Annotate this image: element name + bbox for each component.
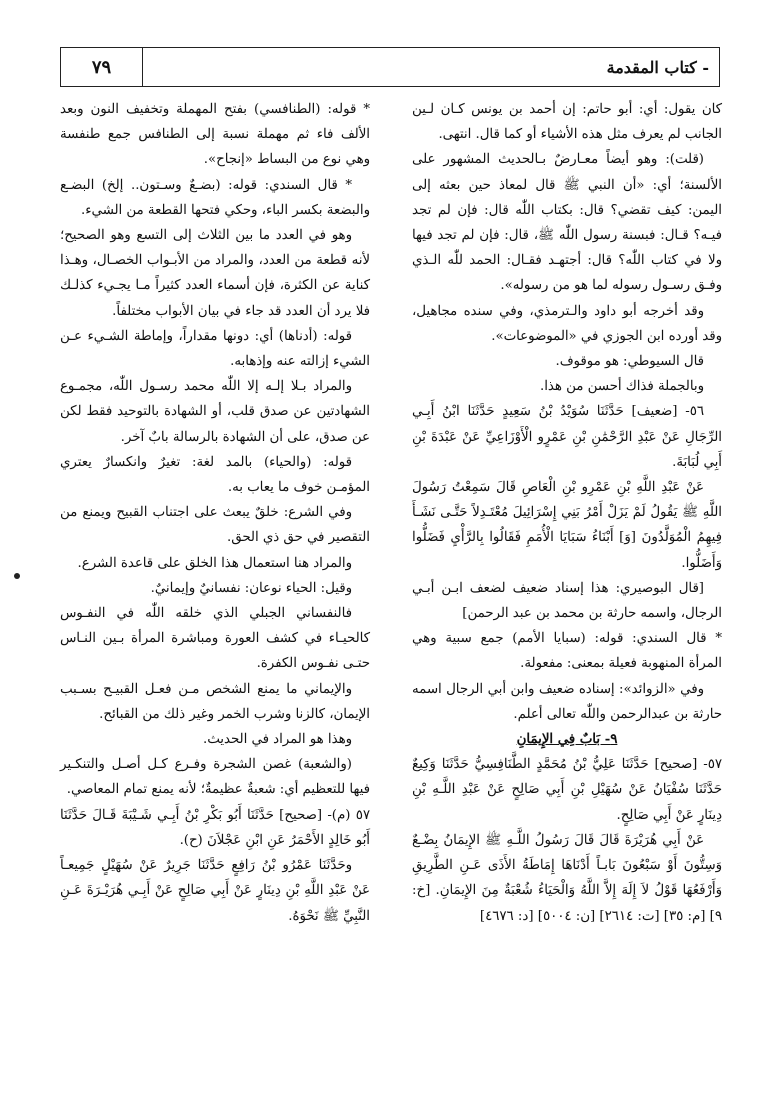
hadith-chain: ٥٧ (م)- [صحيح] حَدَّثَنَا أَبُو بَكْرِ بْنُ أَبِـي شَـيْبَةَ قَـالَ حَدَّثَنَا أَبُو خَالِدٍ الأَحْمَرُ عَنِ ابْنِ عَجْلاَنَ (ح). — [60, 807, 370, 848]
hadith-chain: ٥٧- [صحيح] حَدَّثَنَا عَلِيُّ بْنُ مُحَمَّدٍ الطَّنَافِسِيُّ حَدَّثَنَا وَكِيعٌ حَدَّثَنَا سُفْيَانُ عَنْ سُهَيْلِ بْنِ أَبِي صَالِحٍ عَنْ عَبْدِ اللَّـهِ بْنِ دِينَارٍ عَنْ أَبِي صَالِحٍ. — [412, 757, 722, 823]
paragraph: والإيماني ما يمنع الشخص مـن فعـل القبيـح بسـبب الإيمان، كالزنا وشرب الخمر وغير ذلك من القبائح. — [60, 681, 370, 722]
paragraph: * قال السندي: قوله: (بضـعٌ وسـتون.. إلخ) البضـع والبضعة بكسر الباء، وحكي فتحها القطعة من الشيء. — [60, 177, 370, 218]
paragraph: كان يقول: أي: أبو حاتم: إن أحمد بن يونس كـان لـين الجانب لم يعرف مثل هذه الأشياء أو كما قال. انتهى. — [412, 102, 722, 143]
hadith-text: عَنْ أَبِي هُرَيْرَةَ قَالَ قَالَ رَسُولُ اللَّـهِ ﷺ الإِيمَانُ بِضْـعٌ وَسِتُّونَ أَوْ سَبْعُونَ بَابـاً أَدْنَاهَا إِمَاطَةُ الأَذَى عَـنِ الطَّرِيقِ وَأَرْفَعُهَا قَوْلُ لاَ إِلَهَ إِلاَّ اللَّهُ وَالْحَيَاءُ شُعْبَةٌ مِنَ الإِيمَانِ. [خ: ٩] [م: ٣٥] [ت: ٢٦١٤] [ن: ٥٠٠٤] [د: ٤٦٧٦] — [412, 832, 722, 924]
paragraph: وبالجملة فذاك أحسن من هذا. — [540, 379, 704, 395]
paragraph: والمراد هنا استعمال هذا الخلق على قاعدة الشرع. — [77, 555, 352, 571]
paragraph: وفي «الزوائد»: إسناده ضعيف وابن أبي الرجال اسمه حارثة بن عبدالرحمن واللّٰه تعالى أعلم. — [412, 681, 722, 722]
paragraph: وهو في العدد ما بين الثلاث إلى التسع وهو الصحيح؛ لأنه قطعة من العدد، والمراد من الأبـواب الخصـال، وهـذا كناية عن الكثرة، فإن أسماء العدد كثيراً مـا يجـيء كذلـك فلا يرد أن العدد قد جاء في بيان الأبواب مختلفاً. — [60, 228, 370, 319]
book-page — [60, 47, 722, 1067]
paragraph: (والشعبة) غصن الشجرة وفـرع كـل أصـل والتنكـير فيها للتعظيم أي: شعبةٌ عظيمةٌ؛ لأنه يمنع تمام المعاصي. — [60, 757, 370, 798]
page-header — [60, 47, 720, 87]
paragraph: وفي الشرع: خلقٌ يبعث على اجتناب القبيح ويمنع من التقصير في حق ذي الحق. — [60, 505, 370, 546]
page-title: - كتاب المقدمة — [606, 57, 709, 77]
paragraph: قوله: (أدناها) أي: دونها مقداراً، وإماطة الشـيء عـن الشيء إزالته عنه وإذهابه. — [60, 328, 370, 370]
paragraph: (قلت): وهو أيضاً معـارضٌ بـالحديث المشهور على الألسنة؛ أي: «أن النبي ﷺ قال لمعاذ حين بعثه إلى اليمن: كيف تقضي؟ قال: بكتاب اللّٰه قال: فإن لم تجد فيـه؟ قـال: فبسنة رسول اللّٰه ﷺ، قال: فإن لم تجد فيها ولا في كتاب اللّٰه؟ قال: أجتهـد فقـال: الحمد للّٰه الـذي وفـق رسـول رسوله لما هو من رسوله». — [412, 152, 722, 294]
right-column — [412, 97, 722, 929]
paragraph: [قال البوصيري: هذا إسناد ضعيف لضعف ابـن أبـي الرجال، واسمه حارثة بن محمد بن عبد الرحمن] — [412, 580, 722, 622]
paragraph: قوله: (والحياء) بالمد لغة: تغيرٌ وانكسارٌ يعتري المؤمـن خوف ما يعاب به. — [60, 454, 370, 496]
margin-dot — [14, 573, 20, 579]
paragraph: فالنفساني الجبلي الذي خلقه اللّٰه في النفـوس كالحيـاء في كشف العورة ومباشرة المرأة بـين النـاس حتـى نفـوس الكفرة. — [60, 606, 370, 672]
chapter-heading: ٩- بَابٌ فِي الإِيمَانِ — [516, 732, 618, 748]
paragraph: * قوله: (الطنافسي) بفتح المهملة وتخفيف النون وبعد الألف فاء ثم مهملة نسبة إلى الطنافس جمع طنفسة وهي نوع من البساط «إنجاح». — [60, 102, 370, 168]
paragraph: والمراد بـلا إلـه إلا اللّٰه محمد رسـول اللّٰه، مجمـوع الشهادتين عن صدق قلب، أو الشهادة بالتوحيد فقط لكن عن صدق، على أن الشهادة بالرسالة بابٌ آخر. — [60, 379, 370, 445]
paragraph: * قال السندي: قوله: (سبايا الأمم) جمع سبية وهي المرأة المنهوبة فعيلة بمعنى: مفعولة. — [412, 631, 722, 672]
paragraph: قال السيوطي: هو موقوف. — [555, 354, 704, 370]
paragraph: وهذا هو المراد في الحديث. — [202, 732, 352, 748]
hadith-text: عَنْ عَبْدِ اللَّهِ بْنِ عَمْرِو بْنِ الْعَاصِ قَالَ سَمِعْتُ رَسُولَ اللَّهِ ﷺ يَقُولُ لَمْ يَزَلْ أَمْرُ بَنِي إِسْرَائِيلَ مُعْتَـدِلاً حَتَّـى نَشَـأَ فِيهِمُ الْمُوَلَّدُونَ [وَ] أَبْنَاءُ سَبَايَا الْأُمَمِ فَقَالُوا بِالرَّأْيِ فَضَلُّوا وَأَضَلُّوا. — [412, 480, 722, 571]
paragraph: وقيل: الحياء نوعان: نفسانيٌ وإيمانيٌ. — [150, 580, 352, 596]
hadith-chain: ٥٦- [ضعيف] حَدَّثَنَا سُوَيْدُ بْنُ سَعِيدٍ حَدَّثَنَا ابْنُ أَبِـي الرِّجَالِ عَنْ عَبْدِ الرَّحْمَٰنِ بْنِ عَمْرٍو الْأَوْزَاعِيِّ عَنْ عَبْدَةَ بْنِ أَبِي لُبَابَةَ. — [412, 404, 722, 470]
hadith-text: وحَدَّثَنَا عَمْرُو بْنُ رَافِعٍ حَدَّثَنَا جَرِيرٌ عَنْ سُهَيْلٍ جَمِيعـاً عَنْ عَبْدِ اللَّهِ بْنِ دِينَارٍ عَنْ أَبِي صَالِحٍ عَنْ أَبِـي هُرَيْـرَةَ عَـنِ النَّبِيِّ ﷺ نَحْوَهُ. — [60, 858, 370, 924]
page-number: ٧٩ — [61, 48, 143, 86]
paragraph: وقد أخرجه أبو داود والـترمذي، وفي سنده مجاهيل، وقد أورده ابن الجوزي في «الموضوعات». — [412, 303, 722, 344]
left-column — [60, 97, 370, 929]
